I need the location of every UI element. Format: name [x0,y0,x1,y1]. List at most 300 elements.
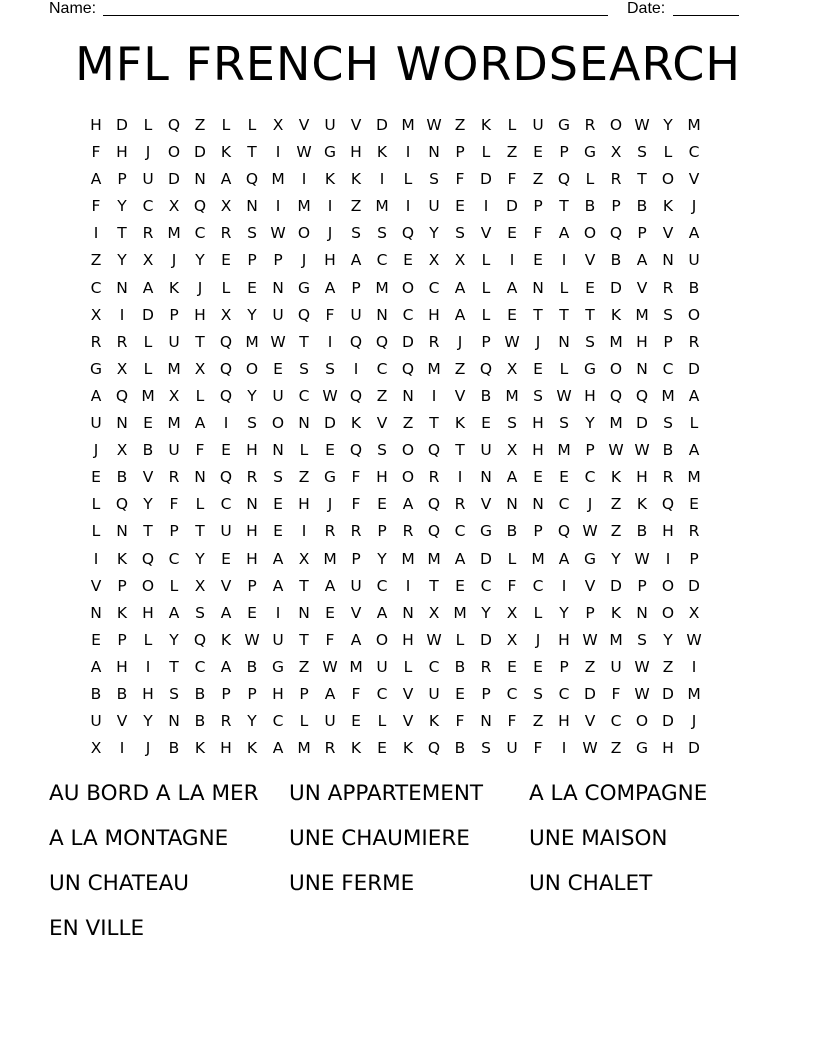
grid-cell[interactable]: Z [298,468,310,487]
grid-cell[interactable]: V [142,468,154,487]
grid-cell[interactable]: L [91,495,101,514]
grid-cell[interactable]: X [428,603,440,622]
grid-cell[interactable]: W [634,549,650,568]
grid-cell[interactable]: L [143,630,153,649]
grid-cell[interactable]: T [299,630,309,649]
grid-cell[interactable]: Y [117,251,127,270]
grid-cell[interactable]: A [220,603,232,622]
grid-cell[interactable]: Y [143,495,153,514]
grid-cell[interactable]: L [663,143,673,162]
grid-cell[interactable]: W [322,386,338,405]
grid-cell[interactable]: M [427,359,441,378]
grid-cell[interactable]: E [91,468,101,487]
grid-cell[interactable]: H [142,603,154,622]
grid-cell[interactable]: C [90,278,102,297]
grid-cell[interactable]: K [376,143,388,162]
grid-cell[interactable]: X [168,197,180,216]
grid-cell[interactable]: H [532,441,544,460]
grid-cell[interactable]: P [117,630,127,649]
grid-cell[interactable]: V [480,495,492,514]
grid-cell[interactable]: B [480,386,492,405]
grid-cell[interactable]: E [455,684,465,703]
grid-cell[interactable]: D [324,414,336,433]
grid-cell[interactable]: P [663,332,673,351]
grid-cell[interactable]: I [483,197,489,216]
grid-cell[interactable]: B [454,657,466,676]
grid-cell[interactable]: K [350,414,362,433]
grid-cell[interactable]: C [376,359,388,378]
grid-cell[interactable]: E [143,414,153,433]
grid-cell[interactable]: X [506,441,518,460]
grid-cell[interactable]: F [195,441,205,460]
grid-cell[interactable]: W [582,522,598,541]
grid-cell[interactable]: N [194,468,206,487]
grid-cell[interactable]: I [405,143,411,162]
grid-cell[interactable]: I [431,386,437,405]
grid-cell[interactable]: L [559,278,569,297]
grid-cell[interactable]: I [379,170,385,189]
grid-cell[interactable]: I [561,739,567,758]
grid-cell[interactable]: U [324,712,336,731]
grid-cell[interactable]: B [506,522,518,541]
grid-cell[interactable]: Y [117,197,127,216]
grid-cell[interactable]: X [90,739,102,758]
grid-cell[interactable]: E [533,657,543,676]
grid-cell[interactable]: B [116,468,128,487]
grid-cell[interactable]: H [246,441,258,460]
grid-cell[interactable]: H [246,549,258,568]
grid-cell[interactable]: A [350,630,362,649]
grid-cell[interactable]: O [635,712,649,731]
grid-cell[interactable]: G [89,359,102,378]
grid-cell[interactable]: T [585,305,595,324]
grid-cell[interactable]: Z [584,657,596,676]
grid-cell[interactable]: F [533,224,543,243]
grid-cell[interactable]: P [247,576,257,595]
grid-cell[interactable]: L [299,712,309,731]
grid-cell[interactable]: C [558,495,570,514]
grid-cell[interactable]: E [273,359,283,378]
grid-cell[interactable]: Y [377,549,387,568]
grid-cell[interactable]: N [376,305,388,324]
grid-cell[interactable]: Z [454,359,466,378]
grid-cell[interactable]: P [585,441,595,460]
grid-cell[interactable]: L [221,116,231,134]
grid-cell[interactable]: J [197,278,203,297]
grid-cell[interactable]: L [481,278,491,297]
grid-cell[interactable]: C [376,576,388,595]
grid-cell[interactable]: V [688,170,700,189]
grid-cell[interactable]: V [376,414,388,433]
grid-cell[interactable]: X [298,549,310,568]
grid-cell[interactable]: K [194,739,206,758]
grid-cell[interactable]: L [299,441,309,460]
grid-cell[interactable]: P [533,197,543,216]
grid-cell[interactable]: M [557,441,571,460]
grid-cell[interactable]: G [557,116,570,134]
grid-cell[interactable]: Q [401,224,415,243]
grid-cell[interactable]: B [246,657,258,676]
grid-cell[interactable]: M [427,549,441,568]
grid-cell[interactable]: W [556,386,572,405]
grid-cell[interactable]: I [145,657,151,676]
grid-cell[interactable]: V [402,712,414,731]
grid-cell[interactable]: K [220,630,232,649]
grid-cell[interactable]: O [401,468,415,487]
grid-cell[interactable]: N [194,170,206,189]
grid-cell[interactable]: F [351,468,361,487]
grid-cell[interactable]: M [401,549,415,568]
grid-cell[interactable]: M [297,197,311,216]
grid-cell[interactable]: N [116,278,128,297]
grid-cell[interactable]: N [402,603,414,622]
grid-cell[interactable]: J [535,332,541,351]
grid-cell[interactable]: S [273,468,283,487]
grid-cell[interactable]: D [610,576,622,595]
grid-cell[interactable]: Q [115,495,129,514]
grid-cell[interactable]: H [584,386,596,405]
grid-cell[interactable]: D [168,170,180,189]
grid-cell[interactable]: K [116,603,128,622]
grid-cell[interactable]: O [687,305,701,324]
grid-cell[interactable]: U [142,170,154,189]
grid-cell[interactable]: U [376,657,388,676]
grid-cell[interactable]: V [662,224,674,243]
grid-cell[interactable]: H [142,684,154,703]
grid-cell[interactable]: D [636,414,648,433]
grid-cell[interactable]: F [611,684,621,703]
grid-cell[interactable]: Y [481,603,491,622]
grid-cell[interactable]: P [377,522,387,541]
grid-cell[interactable]: V [454,386,466,405]
grid-cell[interactable]: T [429,414,439,433]
grid-cell[interactable]: Z [194,116,206,134]
grid-cell[interactable]: G [635,739,648,758]
grid-cell[interactable]: H [558,630,570,649]
grid-cell[interactable]: Q [193,630,207,649]
grid-cell[interactable]: R [688,522,700,541]
grid-cell[interactable]: M [661,386,675,405]
grid-cell[interactable]: T [195,522,205,541]
grid-cell[interactable]: R [90,332,102,351]
grid-cell[interactable]: S [377,224,387,243]
grid-cell[interactable]: D [194,143,206,162]
grid-cell[interactable]: B [142,441,154,460]
grid-cell[interactable]: J [587,495,593,514]
grid-cell[interactable]: L [221,278,231,297]
grid-cell[interactable]: S [429,170,439,189]
grid-cell[interactable]: E [273,522,283,541]
grid-cell[interactable]: P [117,576,127,595]
grid-cell[interactable]: T [299,576,309,595]
grid-cell[interactable]: Z [90,251,102,270]
grid-cell[interactable]: T [195,332,205,351]
grid-cell[interactable]: D [610,278,622,297]
grid-cell[interactable]: Q [115,386,129,405]
grid-cell[interactable]: L [143,359,153,378]
grid-cell[interactable]: Q [219,332,233,351]
grid-cell[interactable]: F [455,712,465,731]
grid-cell[interactable]: S [377,441,387,460]
grid-cell[interactable]: M [167,224,181,243]
grid-cell[interactable]: U [480,441,492,460]
grid-cell[interactable]: N [480,468,492,487]
grid-cell[interactable]: A [558,549,570,568]
grid-cell[interactable]: R [220,224,232,243]
grid-cell[interactable]: A [688,441,700,460]
grid-cell[interactable]: C [480,576,492,595]
grid-cell[interactable]: A [272,576,284,595]
grid-cell[interactable]: E [351,712,361,731]
grid-cell[interactable]: I [353,359,359,378]
grid-cell[interactable]: L [403,657,413,676]
grid-cell[interactable]: I [691,657,697,676]
grid-cell[interactable]: E [507,224,517,243]
grid-cell[interactable]: A [324,576,336,595]
grid-cell[interactable]: Q [401,359,415,378]
grid-cell[interactable]: J [93,441,99,460]
grid-cell[interactable]: H [324,251,336,270]
grid-cell[interactable]: Y [169,630,179,649]
grid-cell[interactable]: Q [297,305,311,324]
grid-cell[interactable]: O [167,143,181,162]
grid-cell[interactable]: R [246,468,258,487]
grid-cell[interactable]: B [610,251,622,270]
grid-cell[interactable]: M [687,116,701,134]
grid-cell[interactable]: J [145,739,151,758]
grid-cell[interactable]: L [403,170,413,189]
grid-cell[interactable]: R [350,522,362,541]
grid-cell[interactable]: Z [532,170,544,189]
grid-cell[interactable]: V [90,576,102,595]
grid-cell[interactable]: N [272,441,284,460]
grid-cell[interactable]: R [428,332,440,351]
grid-cell[interactable]: Y [247,712,257,731]
grid-cell[interactable]: Q [219,468,233,487]
grid-cell[interactable]: Z [350,197,362,216]
grid-cell[interactable]: G [297,278,310,297]
grid-cell[interactable]: I [93,549,99,568]
grid-cell[interactable]: C [428,657,440,676]
grid-cell[interactable]: P [637,576,647,595]
grid-cell[interactable]: P [351,549,361,568]
grid-cell[interactable]: I [223,414,229,433]
grid-cell[interactable]: W [634,657,650,676]
grid-cell[interactable]: Q [245,170,259,189]
grid-cell[interactable]: A [90,170,102,189]
grid-cell[interactable]: K [324,170,336,189]
grid-cell[interactable]: U [220,522,232,541]
grid-cell[interactable]: N [272,278,284,297]
grid-cell[interactable]: A [688,224,700,243]
grid-cell[interactable]: F [507,576,517,595]
grid-cell[interactable]: V [350,116,362,134]
grid-cell[interactable]: G [583,143,596,162]
grid-cell[interactable]: Y [247,305,257,324]
grid-cell[interactable]: H [402,630,414,649]
grid-cell[interactable]: W [634,116,650,134]
grid-cell[interactable]: W [582,739,598,758]
grid-cell[interactable]: L [377,712,387,731]
grid-cell[interactable]: A [168,603,180,622]
grid-cell[interactable]: Q [193,197,207,216]
grid-cell[interactable]: R [584,116,596,134]
grid-cell[interactable]: T [559,197,569,216]
grid-cell[interactable]: C [194,657,206,676]
grid-cell[interactable]: W [634,441,650,460]
grid-cell[interactable]: Q [375,332,389,351]
grid-cell[interactable]: H [90,116,102,134]
grid-cell[interactable]: S [455,224,465,243]
grid-cell[interactable]: X [90,305,102,324]
grid-cell[interactable]: T [247,143,257,162]
grid-cell[interactable]: P [481,684,491,703]
grid-cell[interactable]: L [169,576,179,595]
grid-cell[interactable]: L [585,170,595,189]
grid-cell[interactable]: W [608,441,624,460]
grid-cell[interactable]: K [454,414,466,433]
grid-cell[interactable]: U [428,197,440,216]
grid-cell[interactable]: C [376,684,388,703]
grid-cell[interactable]: M [635,305,649,324]
grid-cell[interactable]: W [504,332,520,351]
grid-cell[interactable]: X [194,576,206,595]
grid-cell[interactable]: Q [219,386,233,405]
grid-cell[interactable]: Q [427,739,441,758]
grid-cell[interactable]: M [271,170,285,189]
grid-cell[interactable]: Q [349,441,363,460]
grid-cell[interactable]: D [376,116,388,134]
grid-cell[interactable]: I [275,197,281,216]
grid-cell[interactable]: I [301,522,307,541]
grid-cell[interactable]: R [168,468,180,487]
grid-cell[interactable]: U [428,684,440,703]
grid-cell[interactable]: V [636,278,648,297]
grid-cell[interactable]: Z [532,712,544,731]
grid-cell[interactable]: E [689,495,699,514]
grid-cell[interactable]: P [559,657,569,676]
grid-cell[interactable]: M [609,414,623,433]
grid-cell[interactable]: W [270,224,286,243]
grid-cell[interactable]: S [533,386,543,405]
grid-cell[interactable]: N [298,414,310,433]
grid-cell[interactable]: D [480,630,492,649]
grid-cell[interactable]: J [327,495,333,514]
grid-cell[interactable]: G [271,657,284,676]
grid-cell[interactable]: I [119,739,125,758]
grid-cell[interactable]: V [116,712,128,731]
grid-cell[interactable]: W [296,143,312,162]
grid-cell[interactable]: N [636,603,648,622]
grid-cell[interactable]: A [324,278,336,297]
grid-cell[interactable]: R [402,522,414,541]
grid-cell[interactable]: D [480,549,492,568]
grid-cell[interactable]: E [481,414,491,433]
grid-cell[interactable]: O [401,278,415,297]
grid-cell[interactable]: H [428,305,440,324]
grid-cell[interactable]: C [168,549,180,568]
grid-cell[interactable]: N [428,143,440,162]
grid-cell[interactable]: B [454,739,466,758]
grid-cell[interactable]: M [349,657,363,676]
grid-cell[interactable]: B [636,197,648,216]
grid-cell[interactable]: K [168,278,180,297]
grid-cell[interactable]: K [116,549,128,568]
grid-cell[interactable]: A [90,386,102,405]
grid-cell[interactable]: N [246,197,258,216]
grid-cell[interactable]: D [662,684,674,703]
grid-cell[interactable]: A [220,657,232,676]
grid-cell[interactable]: S [663,305,673,324]
grid-cell[interactable]: L [247,116,257,134]
grid-cell[interactable]: J [691,712,697,731]
grid-cell[interactable]: W [426,116,442,134]
grid-cell[interactable]: T [143,522,153,541]
grid-cell[interactable]: D [142,305,154,324]
grid-cell[interactable]: L [455,630,465,649]
grid-cell[interactable]: Y [559,603,569,622]
grid-cell[interactable]: Y [663,116,673,134]
grid-cell[interactable]: K [350,170,362,189]
grid-cell[interactable]: G [583,359,596,378]
grid-cell[interactable]: T [299,332,309,351]
grid-cell[interactable]: L [143,332,153,351]
grid-cell[interactable]: M [245,332,259,351]
grid-cell[interactable]: S [533,684,543,703]
grid-cell[interactable]: Z [402,414,414,433]
grid-cell[interactable]: C [298,386,310,405]
grid-cell[interactable]: O [141,576,155,595]
grid-cell[interactable]: U [90,414,102,433]
grid-cell[interactable]: A [454,305,466,324]
grid-cell[interactable]: X [220,305,232,324]
grid-cell[interactable]: M [323,549,337,568]
grid-cell[interactable]: C [558,684,570,703]
grid-cell[interactable]: J [327,224,333,243]
grid-cell[interactable]: H [246,522,258,541]
grid-cell[interactable]: Q [349,386,363,405]
grid-cell[interactable]: H [636,332,648,351]
grid-cell[interactable]: M [505,386,519,405]
grid-cell[interactable]: D [116,116,128,134]
grid-cell[interactable]: S [299,359,309,378]
grid-cell[interactable]: L [481,143,491,162]
grid-cell[interactable]: A [272,549,284,568]
grid-cell[interactable]: M [167,359,181,378]
grid-cell[interactable]: J [145,143,151,162]
grid-cell[interactable]: P [559,143,569,162]
grid-cell[interactable]: P [221,684,231,703]
grid-cell[interactable]: L [195,386,205,405]
grid-cell[interactable]: Y [611,549,621,568]
grid-cell[interactable]: A [688,386,700,405]
grid-cell[interactable]: Z [506,143,518,162]
grid-cell[interactable]: Q [219,359,233,378]
grid-cell[interactable]: H [350,143,362,162]
grid-cell[interactable]: A [636,251,648,270]
grid-cell[interactable]: Y [429,224,439,243]
grid-cell[interactable]: F [455,170,465,189]
grid-cell[interactable]: H [194,305,206,324]
grid-cell[interactable]: S [247,414,257,433]
grid-cell[interactable]: O [375,630,389,649]
grid-cell[interactable]: B [688,278,700,297]
grid-cell[interactable]: L [533,603,543,622]
grid-cell[interactable]: I [457,468,463,487]
grid-cell[interactable]: A [272,739,284,758]
grid-cell[interactable]: I [327,197,333,216]
grid-cell[interactable]: T [559,305,569,324]
